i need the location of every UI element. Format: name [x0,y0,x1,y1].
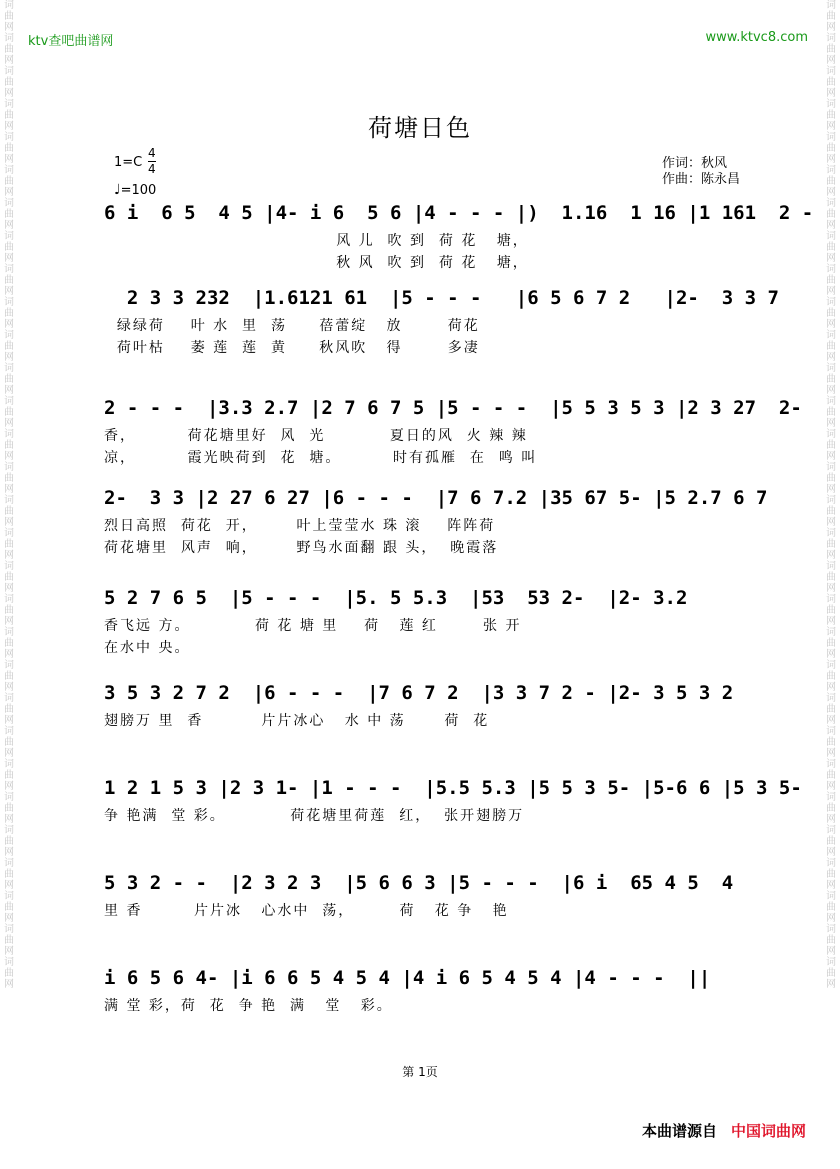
jianpu-notes: 2 - - - |3.3 2.7 |2 7 6 7 5 |5 - - - |5 5 3 5 3 |2 3 27 2- [104,397,802,419]
time-bottom: 4 [148,162,156,176]
notation-line [104,200,814,230]
score-system [104,680,764,732]
lyric-line: 秋 风 吹 到 荷 花 塘， [104,255,529,271]
lyric-line: 荷花塘里 风声 响， 野鸟水面翻 跟 头， 晚霞落 [104,540,499,556]
source-prefix: 本曲谱源自 [641,1122,717,1140]
jianpu-notes: 5 2 7 6 5 |5 - - - |5. 5 5.3 |53 53 2- |2- 3.2 [104,587,688,609]
lyric-line: 翅膀万 里 香 片片冰心 水 中 荡 荷 花 [104,713,490,729]
score-system [104,775,802,827]
score-system [104,285,779,359]
notation-line [104,965,764,995]
jianpu-notes: 6 i 6 5 4 5 |4- i 6 5 6 |4 - - - |) 1.16 1 16 |1 161 2 - [104,202,814,224]
lyric-line: 香， 荷花塘里好 风 光 夏日的风 火 辣 辣 [104,428,528,444]
header-left-site-link[interactable]: ktv查吧曲谱网 [28,34,114,49]
composer-credit: 作曲：陈永昌 [662,172,741,187]
quarter-note-icon: ♩ [114,182,121,198]
lyric-line: 争 艳满 堂 彩。 荷花塘里荷莲 红， 张开翅膀万 [104,808,525,824]
lyric-line: 香飞远 方。 荷 花 塘 里 荷 莲 红 张 开 [104,618,522,634]
lyricist-credit: 作词：秋风 [662,156,728,171]
header-right-site-link[interactable]: www.ktvc8.com [705,30,808,45]
notation-line [104,395,802,425]
score-system [104,965,764,1017]
score-system [104,200,814,274]
score-system [104,585,764,659]
song-title: 荷塘日色 [368,114,472,142]
source-attribution [642,1120,806,1141]
lyric-line: 里 香 片片冰 心水中 荡， 荷 花 争 艳 [104,903,509,919]
lyric-line: 风 儿 吹 到 荷 花 塘， [104,233,529,249]
jianpu-notes: 2- 3 3 |2 27 6 27 |6 - - - |7 6 7.2 |35 67 5- |5 2.7 6 7 [104,487,768,509]
notation-line [104,775,802,805]
jianpu-notes: i 6 5 6 4- |i 6 6 5 4 5 4 |4 i 6 5 4 5 4 |4 - - - || [104,967,711,989]
lyric-line: 荷叶枯 萎 莲 莲 黄 秋风吹 得 多凄 [104,340,480,356]
jianpu-notes: 5 3 2 - - |2 3 2 3 |5 6 6 3 |5 - - - |6 i 65 4 5 4 [104,872,734,894]
notation-line [104,285,779,315]
jianpu-notes: 3 5 3 2 7 2 |6 - - - |7 6 7 2 |3 3 7 2 - |2- 3 5 3 2 [104,682,734,704]
jianpu-notes: 2 3 3 232 |1.6121 61 |5 - - - |6 5 6 7 2 |2- 3 3 7 [104,287,779,309]
notation-line [104,870,764,900]
score-system [104,870,764,922]
tempo-marking [114,182,156,198]
watermark-right: 词曲网词曲网词曲网词曲网词曲网词曲网词曲网词曲网词曲网词曲网词曲网词曲网词曲网词曲网词曲网词曲网词曲网词曲网词曲网词曲网词曲网词曲网词曲网词曲网词曲网词曲网词曲网词曲网词曲网词曲网 [826,0,836,990]
notation-line [104,585,764,615]
jianpu-notes: 1 2 1 5 3 |2 3 1- |1 - - - |5.5 5.3 |5 5 3 5- |5-6 6 |5 3 5- [104,777,802,799]
page-number: 第 1页 [402,1065,438,1079]
lyric-line: 凉， 霞光映荷到 花 塘。 时有孤雁 在 鸣 叫 [104,450,538,466]
score-system [104,395,802,469]
notation-line [104,485,768,515]
notation-line [104,680,764,710]
lyric-line: 绿绿荷 叶 水 里 荡 蓓蕾绽 放 荷花 [104,318,480,334]
source-site-link[interactable]: 中国词曲网 [730,1122,806,1140]
tempo-value: =100 [120,183,157,198]
lyric-line: 烈日高照 荷花 开， 叶上莹莹水 珠 滚 阵阵荷 [104,518,496,534]
time-top: 4 [148,146,156,160]
lyric-line: 满 堂 彩，荷 花 争 艳 满 堂 彩。 [104,998,393,1014]
score-system [104,485,768,559]
lyric-line: 在水中 央。 [104,640,191,656]
watermark-left: 词曲网词曲网词曲网词曲网词曲网词曲网词曲网词曲网词曲网词曲网词曲网词曲网词曲网词曲网词曲网词曲网词曲网词曲网词曲网词曲网词曲网词曲网词曲网词曲网词曲网词曲网词曲网词曲网词曲网词曲网 [4,0,14,990]
key-signature: 1=C [114,155,143,170]
time-signature [148,146,156,177]
